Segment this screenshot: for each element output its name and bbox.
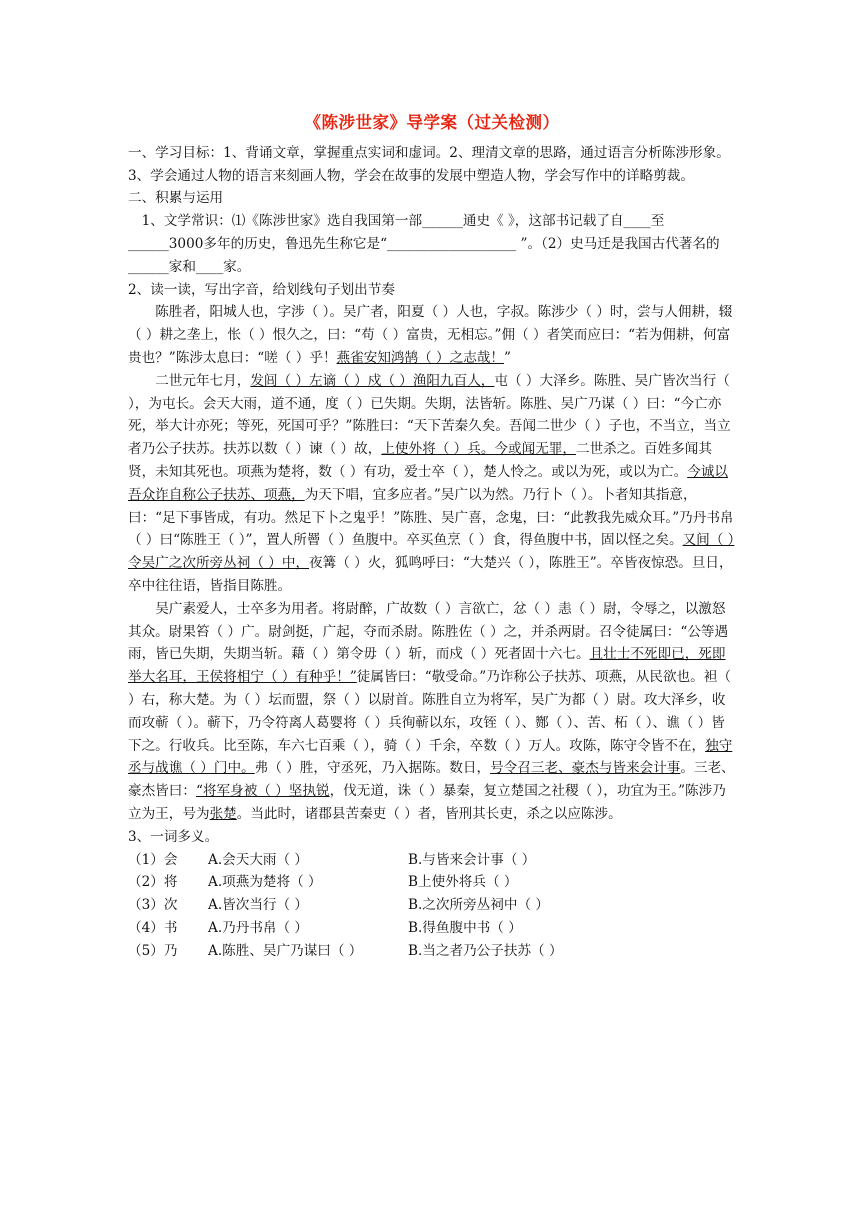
polysemy-word: （3）次 [128, 897, 178, 914]
polysemy-option-b: B.得鱼腹中书（ ） [408, 919, 522, 936]
polysemy-word: （4）书 [128, 919, 178, 936]
p3-underlined-1: 且壮士不死即已，死即举大名耳，王侯将相宁（ ）有种乎！” [128, 646, 726, 686]
question-2-heading: 2、读一读，写出字音，给划线句子划出节奏 [128, 281, 395, 298]
p1-underlined-1: 燕雀安知鸿鹄（ ）之志哉！ [336, 349, 504, 366]
objectives-line2: 3、学会通过人物的语言来刻画人物，学会在故事的发展中塑造人物，学会写作中的详略剪裁。 [128, 167, 694, 184]
polysemy-word: （5）乃 [128, 942, 178, 959]
polysemy-option-a: A.皆次当行（ ） [208, 897, 309, 914]
polysemy-option-a: A.陈胜、吴广乃谋曰（ ） [208, 942, 363, 959]
p3-text-2: 徒属皆曰：“敬受命。”乃诈称公子扶苏、项燕，从民欲也。袒（ ）右，称大楚。为（ ）坛而盟，祭（ ）以尉首。陈胜自立为将军，吴广为都（ ）尉。攻大泽乡，收而攻蕲（ ）。蕲下，乃令符离人葛婴将（ ）兵徇蕲以东，攻铚（ ）、酂（ ）、苦、柘（ ）、谯（ ）皆下之。行收兵。比至陈，车六七百乘（ ），骑（ ）千余，卒数（ ）万人。攻陈，陈守令皆不在， [128, 669, 731, 754]
passage-paragraph-2 [128, 370, 736, 598]
p2-text-3: 二世杀之。百姓多闻其贤，未知其死也。项燕为楚将，数（ ）有功，爱士卒（ ），楚人怜之。或以为死，或以为亡。 [128, 441, 712, 480]
p1-text-b: ” [504, 349, 511, 366]
p3-text-5: ，伐无道，诛（ ）暴秦，复立楚国之社稷（ ），功宜为王。”陈涉乃立为王，号为 [128, 783, 726, 822]
p3-underlined-2: 独守丞与战谯（ ）门中。 [128, 737, 733, 777]
p2-underlined-2: 上使外将（ ）兵。 [381, 441, 495, 458]
p2-text-1: 二世元年七月， [155, 372, 251, 389]
p2-text-5: 夜篝（ ）火，狐鸣呼曰：“大楚兴（ ），陈胜王”。卒皆夜惊恐。旦日，卒中往往语，皆指目陈胜。 [128, 555, 733, 594]
polysemy-option-a: A.会天大雨（ ） [208, 851, 309, 868]
p3-text-4: 。三老、豪杰皆曰： [128, 760, 735, 800]
polysemy-option-b: B上使外将兵（ ） [408, 874, 518, 891]
p3-underlined-4: “将军身被（ ）坚执锐 [195, 783, 330, 800]
p3-text-1: 吴广素爱人，士卒多为用者。将尉醉，广故数（ ）言欲亡，忿（ ）恚（ ）尉，令辱之，以激怒其众。尉果笞（ ）广。尉剑挺，广起，夺而杀尉。陈胜佐（ ）之，并杀两尉。召令徒属曰：“公等遇雨，皆已失期，失期当斩。藉（ ）第令毋（ ）斩，而戍（ ）死者固十六七。 [128, 600, 729, 663]
document-title: 《陈涉世家》导学案（过关检测） [304, 113, 560, 132]
polysemy-row [128, 940, 563, 963]
polysemy-row [128, 894, 563, 917]
polysemy-option-b: B.之次所旁丛祠中（ ） [408, 897, 549, 914]
polysemy-option-a: A.乃丹书帛（ ） [208, 919, 309, 936]
polysemy-row [128, 849, 563, 872]
document [128, 112, 736, 962]
p3-underlined-3: 号令召三老、豪杰与皆来会计事 [490, 760, 681, 777]
polysemy-option-a: A.项燕为楚将（ ） [208, 874, 322, 891]
polysemy-word: （1）会 [128, 851, 178, 868]
p1-text-a: 陈胜者，阳城人也，字涉（ ）。吴广者，阳夏（ ）人也，字叔。陈涉少（ ）时，尝与人佣耕，辍（ ）耕之垄上，怅（ ）恨久之，曰：“苟（ ）富贵，无相忘。”佣（ ）者笑而应曰：“若为佣耕，何富贵也？”陈涉太息曰：“嗟（ ）乎！ [128, 304, 733, 366]
passage-paragraph-3 [128, 598, 736, 826]
polysemy-word: （2）将 [128, 874, 178, 891]
polysemy-row [128, 917, 563, 940]
p2-text-4: 为天下唱，宜多应者。”吴广以为然。乃行卜（ ）。卜者知其指意，曰：“足下事皆成，有功。然足下卜之鬼乎！”陈胜、吴广喜，念鬼，曰：“此教我先威众耳。”乃丹书帛（ ）曰“陈胜王（ ）”，置人所罾（ ）鱼腹中。卒买鱼烹（ ）食，得鱼腹中书，固以怪之矣。 [128, 486, 734, 549]
p2-text-2: 屯（ ）大泽乡。陈胜、吴广皆次当行（ ），为屯长。会天大雨，道不通，度（ ）已失期。失期，法皆斩。陈胜、吴广乃谋（ ）曰：“今亡亦死，举大计亦死；等死，死国可乎？”陈胜曰：“天下苦秦久矣。吾闻二世少（ ）子也，不当立，当立者乃公子扶苏。扶苏以数（ ）谏（ ）故， [128, 372, 731, 458]
polysemy-option-b: B.与皆来会计事（ ） [408, 851, 536, 868]
polysemy-option-b: B.当之者乃公子扶苏（ ） [408, 942, 563, 959]
p2-underlined-1: 发闾（ ）左谪（ ）戍（ ）渔阳九百人， [250, 372, 495, 389]
p3-text-3: 弗（ ）胜，守丞死，乃入据陈。数日， [254, 760, 491, 777]
section2-heading: 二、积累与运用 [128, 190, 224, 207]
question-1-literary-knowledge: 1、文学常识：⑴《陈涉世家》选自我国第一部______通史《 》，这部书记载了自____至______3000多年的历史，鲁迅先生称它是“___________________ ”。（2）史马迁是我国古代著名的______家和____家。 [128, 213, 720, 275]
p2-underlined-3: 今或闻无罪， [494, 441, 576, 458]
p2-underlined-4: 今诚以吾众诈自称公子扶苏、项燕， [128, 463, 728, 503]
p3-text-6: 。当此时，诸郡县苦秦吏（ ）者，皆刑其长吏，杀之以应陈涉。 [236, 805, 622, 822]
p2-underlined-5: 又间（ ）令吴广之次所旁丛祠（ ）中， [128, 532, 735, 572]
question-3-heading: 3、一词多义。 [128, 828, 219, 845]
p3-underlined-5: 张楚 [209, 805, 237, 822]
polysemy-table [128, 849, 563, 963]
objectives-line1: 一、学习目标：1、背诵文章，掌握重点实词和虚词。2、理清文章的思路，通过语言分析陈涉形象。 [128, 144, 730, 161]
passage-paragraph-1 [128, 301, 736, 369]
polysemy-row [128, 871, 563, 894]
